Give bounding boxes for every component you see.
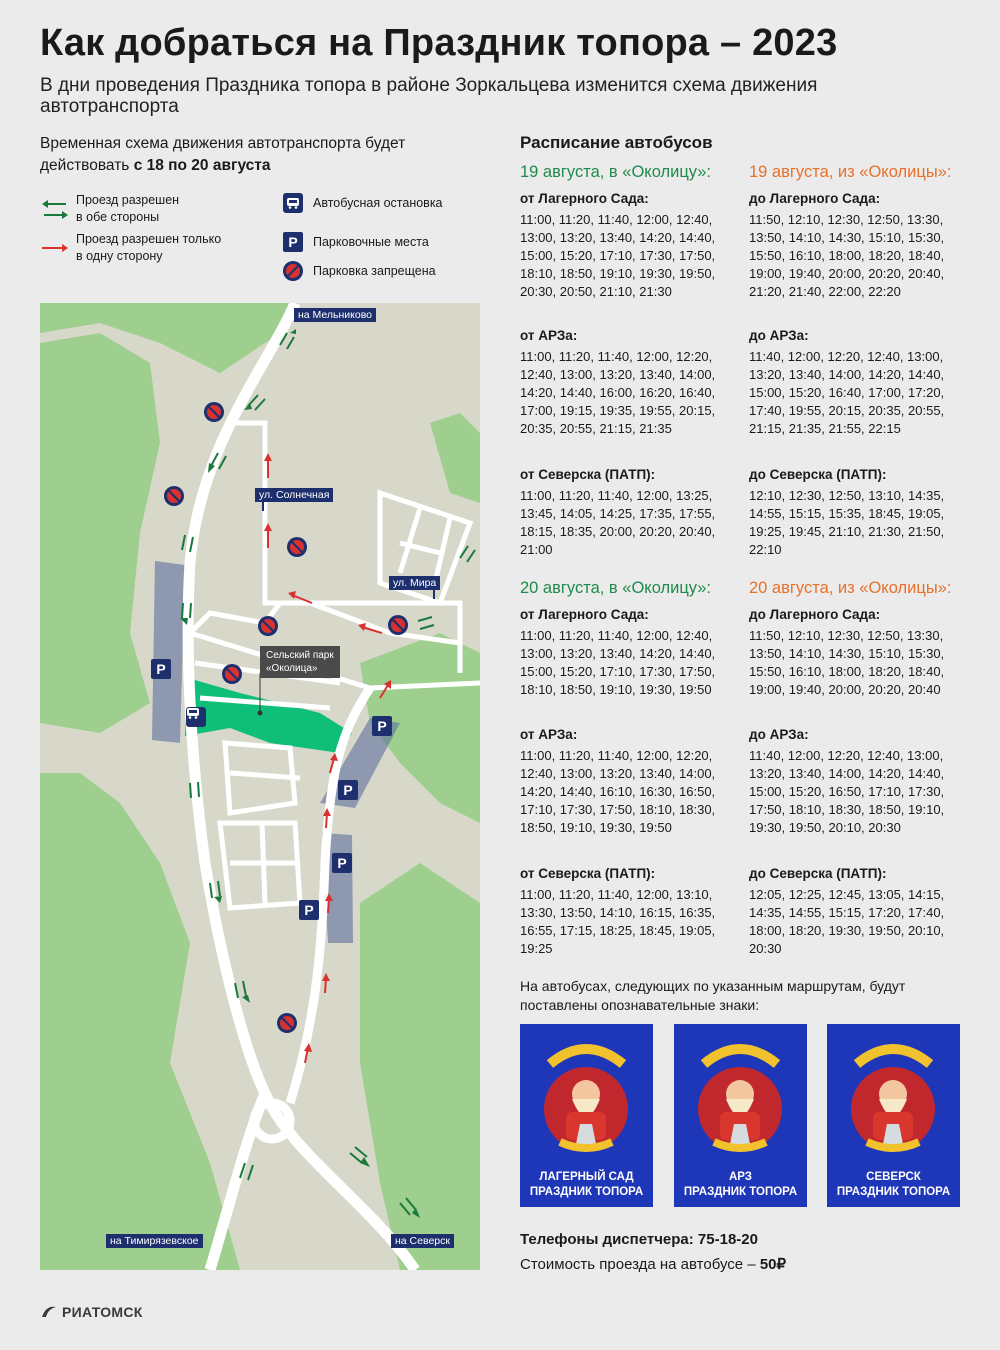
map-canvas (40, 303, 480, 1270)
two-way-arrows-icon (40, 196, 70, 222)
schedule-20-to (520, 579, 750, 974)
label-seversk: на Северск (391, 1234, 454, 1248)
label-mira: ул. Мира (389, 576, 440, 590)
parking-marker: P (372, 716, 392, 736)
ria-tomsk-logo: РИАТОМСК (40, 1304, 143, 1320)
route: до АРЗа: 11:40, 12:00, 12:20, 12:40, 13:00, 13:20, 13:40, 14:00, 14:20, 14:40, 15:00, 15:20, 16:50, 17:10, 17:30, 17:50, 18:10, 18:30, 18:50, 19:10, 19:30, 19:50, 20:10, 20:30 (749, 727, 945, 835)
park-okolitsa (185, 678, 352, 753)
bus-stop-icon (283, 193, 303, 213)
one-way-arrow-icon (40, 235, 70, 261)
route: от Лагерного Сада: 11:00, 11:20, 11:40, 12:00, 12:40, 13:00, 13:20, 13:40, 14:20, 14:40, 15:00, 15:20, 17:10, 17:30, 17:50, 18:10, 18:50, 19:10, 19:30, 19:50, 20:30, 20:50, 21:10, 21:30 (520, 191, 716, 299)
forest-area (430, 413, 480, 503)
fare-info: Стоимость проезда на автобусе – 50₽ (520, 1256, 787, 1273)
schedule-20-from (749, 579, 979, 974)
parking-zone (152, 561, 185, 743)
forest-area (360, 863, 480, 1270)
parking-marker: P (299, 900, 319, 920)
axe-festival-emblem-icon (827, 1024, 960, 1164)
bus-sign: ЛАГЕРНЫЙ САД ПРАЗДНИК ТОПОРА (520, 1024, 653, 1207)
day-header: 20 августа, в «Околицу»: (520, 579, 711, 597)
page-subtitle: В дни проведения Праздника топора в районе Зоркальцева изменится схема движения автотранспорта (40, 75, 818, 117)
traffic-map (40, 303, 480, 1270)
route: до Северска (ПАТП): 12:05, 12:25, 12:45, 13:05, 14:15, 14:35, 14:55, 15:15, 17:20, 17:40, 18:00, 18:20, 19:30, 19:50, 20:10, 20:30 (749, 866, 945, 956)
legend-no-parking: Парковка запрещена (283, 261, 436, 281)
route: от АРЗа: 11:00, 11:20, 11:40, 12:00, 12:20, 12:40, 13:00, 13:20, 13:40, 14:00, 14:20, 14:40, 16:10, 16:30, 16:50, 17:10, 17:30, 17:50, 18:10, 18:30, 18:50, 19:10, 19:30, 19:50 (520, 727, 716, 835)
bus-stop-marker (186, 707, 206, 727)
page-title: Как добраться на Праздник топора – 2023 (40, 22, 838, 64)
no-parking-icon (283, 261, 303, 281)
legend (40, 192, 480, 292)
ria-logo-icon (40, 1305, 58, 1319)
schedule-title: Расписание автобусов (520, 133, 713, 152)
route: от Северска (ПАТП): 11:00, 11:20, 11:40, 12:00, 13:10, 13:30, 13:50, 14:10, 16:15, 16:35, 16:55, 17:15, 18:25, 18:45, 19:05, 19:25 (520, 866, 716, 956)
route: от Лагерного Сада: 11:00, 11:20, 11:40, 12:00, 12:40, 13:00, 13:20, 13:40, 14:20, 14:40, 15:00, 15:20, 17:10, 17:30, 17:50, 18:10, 18:50, 19:10, 19:30, 19:50 (520, 607, 716, 697)
route: до Северска (ПАТП): 12:10, 12:30, 12:50, 13:10, 14:35, 14:55, 15:15, 15:35, 18:45, 19:05, 19:25, 19:45, 21:10, 21:30, 21:50, 22:10 (749, 467, 945, 557)
parking-marker: P (151, 659, 171, 679)
forest-area (40, 773, 240, 1270)
schedule-19-from (749, 163, 979, 575)
intro-dates: с 18 по 20 августа (133, 157, 271, 174)
route: до Лагерного Сада: 11:50, 12:10, 12:30, 12:50, 13:30, 13:50, 14:10, 14:30, 15:10, 15:30, 15:50, 16:10, 18:00, 18:20, 18:40, 19:00, 19:40, 20:00, 20:20, 20:40, 21:20, 21:40, 22:00, 22:20 (749, 191, 945, 299)
route: от Северска (ПАТП): 11:00, 11:20, 11:40, 12:00, 13:25, 13:45, 14:05, 14:25, 17:35, 17:55, 18:15, 18:35, 20:00, 20:20, 20:40, 21:00 (520, 467, 716, 557)
route: до Лагерного Сада: 11:50, 12:10, 12:30, 12:50, 13:30, 13:50, 14:10, 14:30, 15:10, 15:30, 15:50, 16:10, 18:00, 18:20, 18:40, 19:00, 19:40, 20:00, 20:20, 20:40 (749, 607, 945, 697)
route: от АРЗа: 11:00, 11:20, 11:40, 12:00, 12:20, 12:40, 13:00, 13:20, 13:40, 14:00, 14:20, 14:40, 16:00, 16:20, 16:40, 17:00, 19:15, 19:35, 19:55, 20:15, 20:35, 20:55, 21:15, 21:35 (520, 328, 716, 436)
intro-text: Временная схема движения автотранспорта будет действовать с 18 по 20 августа (40, 135, 406, 174)
forest-area (40, 333, 160, 733)
bus-sign: СЕВЕРСК ПРАЗДНИК ТОПОРА (827, 1024, 960, 1207)
bus-signs (520, 1024, 960, 1209)
legend-two-way: Проезд разрешен в обе стороны (40, 192, 179, 226)
legend-parking: P Парковочные места (283, 232, 429, 252)
bus-sign: АРЗ ПРАЗДНИК ТОПОРА (674, 1024, 807, 1207)
label-park: Сельский парк «Околица» (260, 646, 340, 678)
schedule-19-to (520, 163, 750, 575)
label-melnikovo: на Мельниково (294, 308, 376, 322)
route: до АРЗа: 11:40, 12:00, 12:20, 12:40, 13:00, 13:20, 13:40, 14:00, 14:20, 14:40, 15:00, 15:20, 16:40, 17:00, 17:20, 17:40, 19:55, 20:15, 20:35, 20:55, 21:15, 21:35, 21:55, 22:15 (749, 328, 945, 436)
parking-icon: P (283, 232, 303, 252)
day-header: 19 августа, в «Околицу»: (520, 163, 711, 181)
signs-note: На автобусах, следующих по указанным маршрутам, будут поставлены опознавательные знаки: (520, 978, 906, 1013)
axe-festival-emblem-icon (674, 1024, 807, 1164)
day-header: 19 августа, из «Околицы»: (749, 163, 952, 181)
day-header: 20 августа, из «Околицы»: (749, 579, 952, 597)
label-timiryazevskoe: на Тимирязевское (106, 1234, 203, 1248)
axe-festival-emblem-icon (520, 1024, 653, 1164)
legend-bus-stop: Автобусная остановка (283, 193, 443, 213)
parking-marker: P (332, 853, 352, 873)
parking-marker: P (338, 780, 358, 800)
dispatcher-phone: Телефоны диспетчера: 75-18-20 (520, 1231, 758, 1248)
label-solnechnaya: ул. Солнечная (255, 488, 333, 502)
legend-one-way: Проезд разрешен только в одну сторону (40, 231, 221, 265)
